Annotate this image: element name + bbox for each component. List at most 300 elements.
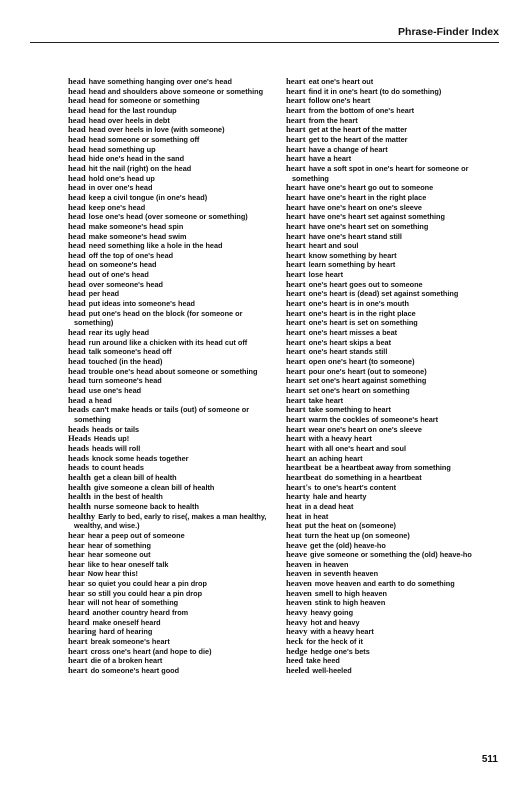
- index-phrase: head for someone or something: [88, 96, 200, 106]
- index-entry: [68, 647, 280, 657]
- index-phrase: nurse someone back to health: [93, 501, 199, 511]
- index-headword: hear: [68, 558, 85, 569]
- index-headword: heart: [286, 153, 306, 164]
- index-phrase: Heads up!: [93, 434, 130, 444]
- index-headword: head: [68, 76, 86, 86]
- index-entry: [286, 541, 498, 551]
- index-headword: heat: [286, 500, 302, 511]
- index-phrase: one's heart is in the right place: [308, 308, 416, 318]
- index-phrase: smell to high heaven: [314, 588, 387, 598]
- index-headword: head: [68, 172, 86, 183]
- index-entry: [286, 87, 498, 97]
- index-phrase: make oneself heard: [92, 617, 161, 627]
- index-phrase: give someone or something the (old) heave-ho: [310, 550, 472, 560]
- index-phrase: have one's heart set against something: [308, 212, 445, 222]
- index-headword: heart: [286, 230, 306, 241]
- index-phrase: hide one's head in the sand: [88, 154, 185, 164]
- index-phrase: set one's heart on something: [308, 386, 410, 395]
- index-phrase: hot and heavy: [310, 617, 360, 627]
- index-entry: [286, 164, 498, 183]
- index-entry: [68, 598, 280, 608]
- index-entry: [68, 502, 280, 512]
- index-phrase: take heed: [306, 656, 340, 666]
- index-headword: health: [68, 500, 91, 511]
- index-phrase: be a heartbeat away from something: [324, 463, 451, 473]
- index-phrase: heads will roll: [92, 443, 141, 453]
- page-number: 511: [481, 754, 498, 765]
- index-headword: heart: [286, 278, 306, 289]
- index-phrase: eat one's heart out: [308, 77, 374, 86]
- index-headword: heaven: [286, 587, 312, 598]
- index-headword: head: [68, 278, 86, 289]
- index-phrase: set one's heart against something: [308, 376, 427, 386]
- index-headword: heart: [286, 133, 306, 144]
- index-headword: heeled: [286, 665, 310, 676]
- index-headword: heart: [286, 249, 306, 260]
- index-entry: [68, 260, 280, 270]
- index-headword: head: [68, 307, 86, 318]
- index-phrase: head over heels in love (with someone): [88, 125, 225, 135]
- index-entry: [68, 463, 280, 473]
- index-headword: heaven: [286, 597, 312, 608]
- index-headword: heart: [286, 191, 306, 202]
- index-headword: heat: [286, 529, 302, 540]
- index-entry: [286, 232, 498, 242]
- index-phrase: off the top of one's head: [88, 250, 174, 260]
- index-phrase: Early to bed, early to rise(, makes a man healthy, wealthy, and wise.): [74, 511, 267, 531]
- index-headword: heck: [286, 636, 304, 647]
- index-headword: heads: [68, 452, 90, 463]
- index-phrase: warm the cockles of someone's heart: [308, 414, 439, 424]
- index-entry: [286, 579, 498, 589]
- index-headword: heart: [286, 452, 306, 463]
- index-headword: head: [68, 95, 86, 106]
- index-entry: [68, 425, 280, 435]
- index-phrase: one's heart goes out to someone: [308, 279, 423, 289]
- index-phrase: get the (old) heave-ho: [310, 540, 386, 550]
- index-phrase: have a heart: [308, 154, 352, 164]
- index-entry: [286, 260, 498, 270]
- index-phrase: follow one's heart: [308, 96, 371, 106]
- index-headword: heart: [286, 211, 306, 222]
- index-headword: heart: [286, 85, 306, 96]
- index-phrase: do someone's heart good: [90, 666, 180, 676]
- index-entry: [286, 405, 498, 415]
- index-phrase: head something up: [88, 144, 156, 154]
- index-phrase: with a heavy heart: [310, 627, 374, 637]
- index-entry: [68, 405, 280, 424]
- index-entry: [68, 87, 280, 97]
- index-phrase: find it in one's heart (to do something): [308, 86, 442, 96]
- index-headword: hear: [68, 539, 85, 550]
- index-headword: heaven: [286, 558, 312, 569]
- index-headword: head: [68, 191, 86, 202]
- index-headword: head: [68, 288, 86, 299]
- index-entry: [68, 222, 280, 232]
- index-phrase: heart and soul: [308, 241, 359, 251]
- index-entry: [286, 415, 498, 425]
- index-entry: [286, 618, 498, 628]
- index-entry: [68, 338, 280, 348]
- index-phrase: take something to heart: [308, 405, 391, 415]
- index-headword: heart: [286, 385, 306, 395]
- index-entry: [286, 77, 498, 87]
- index-headword: head: [68, 385, 86, 395]
- index-headword: heart: [286, 336, 306, 347]
- index-entry: [68, 637, 280, 647]
- index-entry: [68, 473, 280, 483]
- index-phrase: to count heads: [92, 463, 144, 473]
- index-entry: [68, 512, 280, 531]
- index-entry: [286, 376, 498, 386]
- index-entry: [286, 473, 498, 483]
- index-headword: heard: [68, 616, 90, 627]
- index-entry: [286, 425, 498, 435]
- index-entry: [68, 77, 280, 87]
- index-entry: [286, 338, 498, 348]
- index-headword: heart: [286, 317, 306, 328]
- index-phrase: one's heart is in one's mouth: [308, 299, 409, 309]
- index-entry: [68, 608, 280, 618]
- index-entry: [68, 116, 280, 126]
- index-entry: [68, 135, 280, 145]
- index-entry: [68, 232, 280, 242]
- index-entry: [68, 193, 280, 203]
- index-headword: head: [68, 298, 86, 309]
- index-phrase: pour one's heart (out to someone): [308, 366, 427, 376]
- index-phrase: in the best of health: [93, 492, 163, 502]
- index-headword: heartbeat: [286, 462, 322, 473]
- index-headword: head: [68, 143, 86, 154]
- index-entry: [286, 357, 498, 367]
- index-phrase: know something by heart: [308, 250, 397, 260]
- index-entry: [68, 289, 280, 299]
- index-phrase: hear a peep out of someone: [87, 530, 185, 540]
- index-headword: hear: [68, 529, 85, 540]
- index-entry: [68, 280, 280, 290]
- index-entry: [68, 444, 280, 454]
- index-headword: heads: [68, 462, 90, 473]
- index-phrase: give someone a clean bill of health: [93, 482, 215, 492]
- index-phrase: one's heart misses a beat: [308, 328, 398, 338]
- index-entry: [286, 627, 498, 637]
- index-entry: [286, 280, 498, 290]
- index-entry: [286, 203, 498, 213]
- index-entry: [68, 203, 280, 213]
- index-entry: [286, 483, 498, 493]
- index-headword: head: [68, 336, 86, 347]
- index-phrase: so quiet you could hear a pin drop: [87, 579, 207, 589]
- index-headword: heed: [286, 655, 304, 666]
- index-phrase: cross one's heart (and hope to die): [90, 646, 212, 656]
- index-headword: health: [68, 471, 91, 482]
- index-phrase: put one's head on the block (for someone or something): [74, 308, 243, 328]
- index-entry: [286, 347, 498, 357]
- index-entry: [68, 656, 280, 666]
- index-headword: head: [68, 346, 86, 357]
- index-entry: [68, 589, 280, 599]
- index-entry: [286, 396, 498, 406]
- index-entry: [68, 270, 280, 280]
- index-headword: heart: [286, 298, 306, 309]
- index-entry: [68, 386, 280, 396]
- index-phrase: make someone's head spin: [88, 221, 184, 231]
- index-headword: heave: [286, 549, 308, 560]
- index-headword: heart: [286, 433, 306, 444]
- index-headword: heart: [286, 95, 306, 106]
- index-phrase: have a soft spot in one's heart for someone or something: [292, 163, 469, 183]
- index-phrase: in a dead heat: [304, 501, 354, 511]
- index-entry: [68, 145, 280, 155]
- index-phrase: do something in a heartbeat: [324, 472, 422, 482]
- index-headword: heartbeat: [286, 471, 322, 482]
- index-entry: [286, 145, 498, 155]
- index-phrase: open one's heart (to someone): [308, 357, 415, 367]
- index-phrase: can't make heads or tails (out) of someone or something: [74, 405, 250, 424]
- index-phrase: die of a broken heart: [90, 656, 163, 666]
- index-headword: heart: [286, 124, 306, 135]
- index-headword: hear: [68, 568, 85, 579]
- index-entry: [68, 125, 280, 135]
- index-phrase: in over one's head: [88, 183, 153, 193]
- index-headword: head: [68, 114, 86, 125]
- index-entry: [68, 347, 280, 357]
- index-phrase: move heaven and earth to do something: [314, 579, 455, 589]
- index-phrase: have one's heart set on something: [308, 221, 429, 231]
- index-phrase: hale and hearty: [312, 492, 367, 502]
- index-entry: [286, 318, 498, 328]
- index-headword: head: [68, 269, 86, 280]
- index-phrase: get a clean bill of health: [93, 472, 177, 482]
- index-phrase: like to hear oneself talk: [87, 559, 169, 569]
- index-headword: heart: [286, 201, 306, 212]
- index-headword: heart: [286, 327, 306, 338]
- index-phrase: need something like a hole in the head: [88, 241, 223, 251]
- index-entry: [68, 299, 280, 309]
- index-phrase: head over heels in debt: [88, 115, 170, 125]
- index-headword: head: [68, 182, 86, 193]
- index-phrase: will not hear of something: [87, 598, 179, 608]
- index-entry: [286, 492, 498, 502]
- index-headword: heart: [286, 259, 306, 270]
- index-entry: [286, 666, 498, 676]
- index-phrase: lose one's head (over someone or something): [88, 212, 248, 222]
- index-phrase: stink to high heaven: [314, 598, 386, 608]
- index-phrase: so still you could hear a pin drop: [87, 588, 203, 598]
- index-entry: [68, 183, 280, 193]
- index-entry: [286, 299, 498, 309]
- index-headword: heart: [286, 143, 306, 154]
- index-phrase: run around like a chicken with its head cut off: [88, 337, 248, 347]
- index-headword: head: [68, 124, 86, 135]
- index-headword: head: [68, 162, 86, 173]
- index-headword: head: [68, 365, 86, 376]
- index-headword: hear: [68, 587, 85, 598]
- index-headword: heat: [286, 510, 302, 521]
- index-entry: [286, 531, 498, 541]
- index-entry: [68, 96, 280, 106]
- index-entry: [68, 541, 280, 551]
- index-headword: heart: [286, 307, 306, 318]
- index-phrase: another country heard from: [92, 608, 189, 618]
- index-entry: [286, 270, 498, 280]
- index-phrase: over someone's head: [88, 279, 163, 289]
- index-headword: healthy: [68, 510, 96, 521]
- index-entry: [68, 579, 280, 589]
- index-headword: head: [68, 133, 86, 144]
- index-headword: head: [68, 356, 86, 367]
- index-phrase: an aching heart: [308, 453, 363, 463]
- index-entry: [286, 183, 498, 193]
- index-entry: [68, 376, 280, 386]
- index-phrase: in heat: [304, 511, 329, 521]
- index-headword: heart: [286, 240, 306, 251]
- index-headword: head: [68, 240, 86, 251]
- index-headword: heart: [286, 375, 306, 386]
- index-entry: [286, 289, 498, 299]
- index-phrase: head for the last roundup: [88, 105, 177, 115]
- index-entry: [286, 241, 498, 251]
- index-phrase: one's heart skips a beat: [308, 337, 392, 347]
- index-headword: hear: [68, 549, 85, 560]
- index-headword: heart: [68, 655, 88, 666]
- index-headword: heart: [286, 269, 306, 280]
- index-entry: [286, 96, 498, 106]
- index-phrase: with all one's heart and soul: [308, 443, 406, 453]
- index-headword: heart: [286, 394, 306, 405]
- index-phrase: break someone's heart: [90, 637, 170, 647]
- index-entry: [68, 550, 280, 560]
- index-entry: [68, 367, 280, 377]
- index-headword: heart: [286, 413, 306, 424]
- index-entry: [286, 647, 498, 657]
- index-phrase: from the bottom of one's heart: [308, 105, 415, 115]
- index-headword: heart: [286, 182, 306, 193]
- index-phrase: in seventh heaven: [314, 569, 379, 579]
- index-headword: heart: [68, 645, 88, 656]
- index-headword: hearing: [68, 626, 97, 637]
- index-headword: heart: [286, 114, 306, 125]
- index-phrase: make someone's head swim: [88, 231, 187, 241]
- index-headword: heads: [68, 404, 90, 415]
- index-headword: heart: [286, 346, 306, 357]
- index-headword: heart: [286, 365, 306, 376]
- index-phrase: hard of hearing: [99, 627, 153, 637]
- index-phrase: take heart: [308, 395, 344, 405]
- index-entry: [286, 328, 498, 338]
- index-phrase: hedge one's bets: [310, 646, 370, 656]
- index-phrase: to one's heart's content: [314, 482, 397, 492]
- index-headword: heavy: [286, 626, 308, 637]
- index-phrase: get to the heart of the matter: [308, 134, 408, 144]
- index-phrase: wear one's heart on one's sleeve: [308, 424, 422, 434]
- index-entry: [286, 598, 498, 608]
- index-entry: [68, 328, 280, 338]
- index-phrase: hold one's head up: [88, 173, 155, 183]
- index-headword: heard: [68, 607, 90, 618]
- index-headword: heart: [68, 665, 88, 676]
- index-phrase: in heaven: [314, 559, 349, 569]
- index-headword: head: [68, 211, 86, 222]
- index-headword: heart: [286, 76, 306, 86]
- index-phrase: talk someone's head off: [88, 347, 172, 357]
- index-phrase: get at the heart of the matter: [308, 125, 408, 135]
- index-entry: [286, 367, 498, 377]
- index-entry: [286, 193, 498, 203]
- index-phrase: have something hanging over one's head: [88, 77, 232, 86]
- index-entry: [68, 627, 280, 637]
- index-phrase: one's heart is set on something: [308, 318, 418, 328]
- index-column-right: [286, 77, 498, 676]
- index-headword: head: [68, 375, 86, 386]
- index-headword: heart: [286, 404, 306, 415]
- index-entry: [286, 521, 498, 531]
- index-entry: [286, 589, 498, 599]
- index-headword: heaven: [286, 568, 312, 579]
- index-phrase: one's heart stands still: [308, 347, 388, 357]
- index-headword: head: [68, 85, 86, 96]
- index-phrase: use one's head: [88, 386, 142, 395]
- index-phrase: heavy going: [310, 608, 354, 618]
- index-phrase: have one's heart stand still: [308, 231, 402, 241]
- index-phrase: from the heart: [308, 115, 358, 125]
- index-entry: [68, 483, 280, 493]
- index-entry: [286, 569, 498, 579]
- index-entry: [286, 550, 498, 560]
- index-headword: heave: [286, 539, 308, 550]
- index-phrase: Now hear this!: [87, 569, 138, 579]
- index-headword: head: [68, 327, 86, 338]
- index-phrase: have one's heart in the right place: [308, 192, 427, 202]
- index-headword: heavy: [286, 616, 308, 627]
- index-entry: [286, 502, 498, 512]
- index-entry: [68, 357, 280, 367]
- index-entry: [68, 164, 280, 174]
- index-phrase: head and shoulders above someone or something: [88, 86, 264, 96]
- index-headword: head: [68, 220, 86, 231]
- index-headword: heart: [286, 442, 306, 453]
- index-entry: [68, 106, 280, 116]
- index-headword: heart's: [286, 481, 312, 492]
- index-headword: heat: [286, 520, 302, 531]
- index-headword: head: [68, 230, 86, 241]
- index-phrase: for the heck of it: [306, 637, 363, 647]
- index-phrase: have a change of heart: [308, 144, 388, 154]
- index-headword: heart: [286, 104, 306, 115]
- index-headword: heart: [286, 162, 306, 173]
- index-entry: [286, 222, 498, 232]
- index-phrase: keep a civil tongue (in one's head): [88, 192, 208, 202]
- index-phrase: have one's heart on one's sleeve: [308, 202, 422, 212]
- index-phrase: learn something by heart: [308, 260, 396, 270]
- index-phrase: put ideas into someone's head: [88, 299, 196, 309]
- index-entry: [68, 241, 280, 251]
- index-entry: [68, 569, 280, 579]
- index-phrase: a head: [88, 395, 112, 405]
- index-entry: [286, 512, 498, 522]
- index-entry: [286, 125, 498, 135]
- index-headword: heads: [68, 442, 90, 453]
- index-entry: [68, 212, 280, 222]
- index-phrase: turn the heat up (on someone): [304, 530, 410, 540]
- index-headword: head: [68, 249, 86, 260]
- index-phrase: rear its ugly head: [88, 328, 150, 338]
- index-headword: health: [68, 491, 91, 502]
- index-entry: [68, 434, 280, 444]
- index-phrase: head someone or something off: [88, 134, 200, 144]
- index-headword: hedge: [286, 645, 308, 656]
- index-entry: [68, 454, 280, 464]
